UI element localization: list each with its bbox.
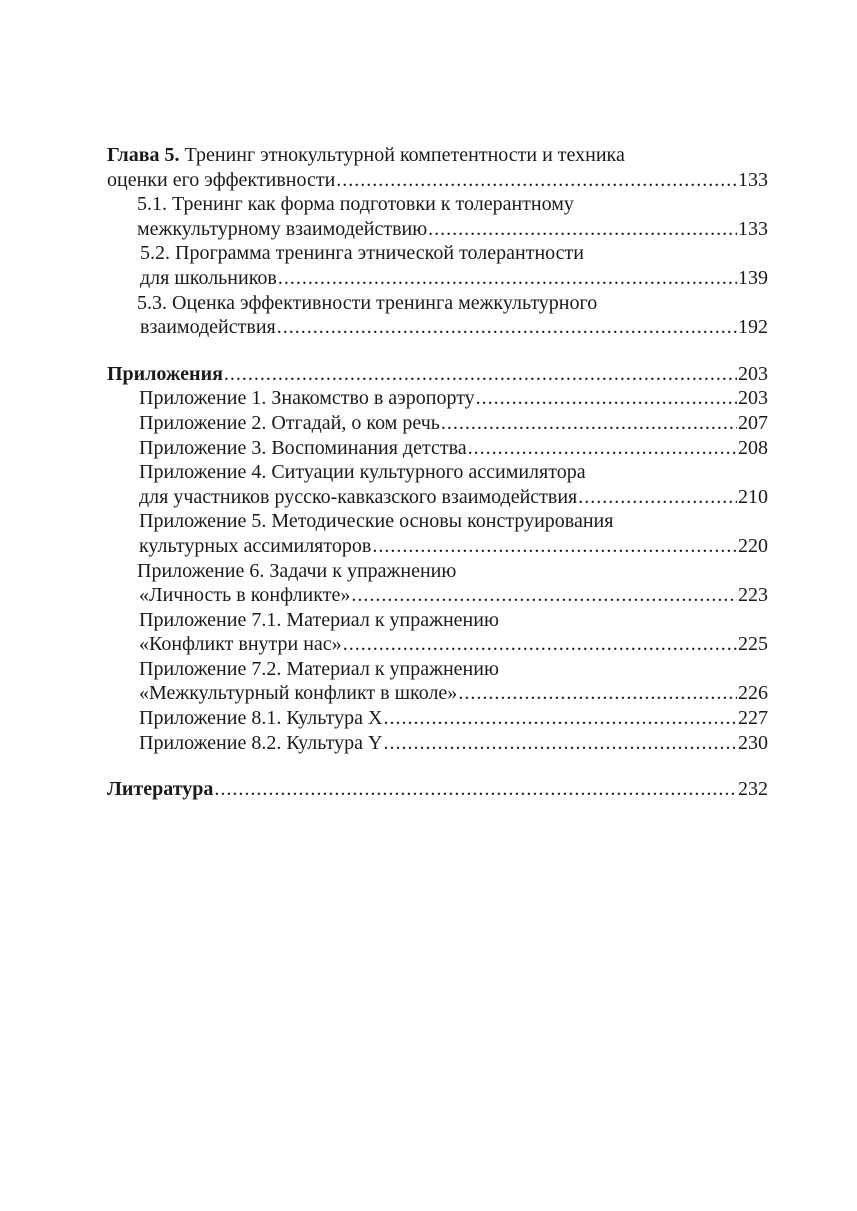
- spacer: [107, 340, 768, 362]
- chapter-5-page: 133: [738, 168, 768, 191]
- appendix-5-line1: Приложение 5. Методические основы конструирования: [139, 510, 614, 533]
- section-5-3-page: 192: [738, 316, 768, 339]
- section-5-1-page: 133: [738, 217, 768, 240]
- appendix-4-line1: Приложение 4. Ситуации культурного ассимилятора: [139, 461, 586, 484]
- leader-dots: [578, 485, 737, 510]
- appendix-3-entry[interactable]: [107, 436, 768, 461]
- appendices-entry[interactable]: [107, 362, 768, 387]
- appendix-3-page: 208: [738, 436, 768, 459]
- appendix-5-heading: [107, 509, 768, 534]
- section-5-2-entry[interactable]: [107, 266, 768, 291]
- leader-dots: [214, 777, 737, 802]
- chapter-5-label: Глава 5.: [107, 144, 180, 166]
- appendix-6-page: 223: [738, 584, 768, 607]
- chapter-5-title-line2: оценки его эффективности: [107, 168, 336, 191]
- appendix-6-heading: [107, 559, 768, 584]
- appendix-1-page: 203: [738, 387, 768, 410]
- section-5-2-line2: для школьников: [140, 266, 277, 289]
- section-5-3-line2: взаимодействия: [140, 316, 276, 339]
- appendix-5-line2: культурных ассимиляторов: [139, 534, 372, 557]
- appendix-7-1-line2: «Конфликт внутри нас»: [139, 633, 342, 656]
- appendix-8-1-title: Приложение 8.1. Культура X: [139, 707, 383, 730]
- appendix-7-2-line1: Приложение 7.2. Материал к упражнению: [139, 657, 499, 680]
- appendix-4-heading: [107, 460, 768, 485]
- appendix-8-1-entry[interactable]: [107, 706, 768, 731]
- appendix-8-2-title: Приложение 8.2. Культура Y: [139, 731, 383, 754]
- appendix-6-entry[interactable]: [107, 583, 768, 608]
- appendix-7-2-heading: [107, 657, 768, 682]
- leader-dots: [458, 681, 737, 706]
- section-5-2-line1: 5.2. Программа тренинга этнической толерантности: [140, 242, 584, 265]
- leader-dots: [468, 436, 737, 461]
- section-5-1-heading: [107, 192, 768, 217]
- appendices-label: Приложения: [107, 362, 223, 385]
- leader-dots: [351, 583, 737, 608]
- leader-dots: [343, 632, 737, 657]
- appendix-8-2-page: 230: [738, 731, 768, 754]
- appendix-7-1-heading: [107, 608, 768, 633]
- section-5-1-entry[interactable]: [107, 217, 768, 242]
- appendix-2-title: Приложение 2. Отгадай, о ком речь: [139, 411, 440, 434]
- section-5-3-entry[interactable]: [107, 315, 768, 340]
- leader-dots: [372, 534, 737, 559]
- table-of-contents: [107, 143, 768, 802]
- appendix-1-title: Приложение 1. Знакомство в аэропорту: [139, 387, 475, 410]
- appendix-4-line2: для участников русско-кавказского взаимодействия: [139, 485, 578, 508]
- spacer: [107, 755, 768, 777]
- chapter-5-entry[interactable]: [107, 168, 768, 193]
- chapter-5-title-line1: Тренинг этнокультурной компетентности и техника: [184, 144, 625, 166]
- leader-dots: [383, 731, 737, 756]
- appendices-page: 203: [738, 362, 768, 385]
- appendix-7-2-line2: «Межкультурный конфликт в школе»: [139, 682, 458, 705]
- appendix-7-1-line1: Приложение 7.1. Материал к упражнению: [139, 608, 499, 631]
- section-5-3-heading: [107, 291, 768, 316]
- section-5-2-heading: [107, 241, 768, 266]
- appendix-7-1-page: 225: [738, 633, 768, 656]
- literature-page: 232: [738, 778, 768, 801]
- appendix-5-entry[interactable]: [107, 534, 768, 559]
- appendix-7-2-page: 226: [738, 682, 768, 705]
- leader-dots: [476, 386, 737, 411]
- chapter-5-heading: [107, 143, 768, 168]
- appendix-7-1-entry[interactable]: [107, 632, 768, 657]
- appendix-8-1-page: 227: [738, 707, 768, 730]
- leader-dots: [277, 315, 737, 340]
- leader-dots: [278, 266, 737, 291]
- literature-entry[interactable]: [107, 777, 768, 802]
- appendix-2-page: 207: [738, 411, 768, 434]
- appendix-1-entry[interactable]: [107, 386, 768, 411]
- section-5-3-line1: 5.3. Оценка эффективности тренинга межкультурного: [137, 291, 598, 314]
- appendix-8-2-entry[interactable]: [107, 731, 768, 756]
- appendix-7-2-entry[interactable]: [107, 681, 768, 706]
- appendix-4-page: 210: [738, 485, 768, 508]
- appendix-6-line1: Приложение 6. Задачи к упражнению: [137, 559, 457, 582]
- leader-dots: [428, 217, 737, 242]
- section-5-1-line1: 5.1. Тренинг как форма подготовки к толерантному: [137, 193, 574, 216]
- appendix-5-page: 220: [738, 534, 768, 557]
- appendix-4-entry[interactable]: [107, 485, 768, 510]
- leader-dots: [441, 411, 737, 436]
- appendix-2-entry[interactable]: [107, 411, 768, 436]
- appendix-3-title: Приложение 3. Воспоминания детства: [139, 436, 467, 459]
- section-5-2-page: 139: [738, 266, 768, 289]
- section-5-1-line2: межкультурному взаимодействию: [137, 217, 428, 240]
- leader-dots: [336, 168, 737, 193]
- literature-label: Литература: [107, 778, 214, 801]
- leader-dots: [224, 362, 737, 387]
- appendix-6-line2: «Личность в конфликте»: [139, 584, 351, 607]
- leader-dots: [383, 706, 737, 731]
